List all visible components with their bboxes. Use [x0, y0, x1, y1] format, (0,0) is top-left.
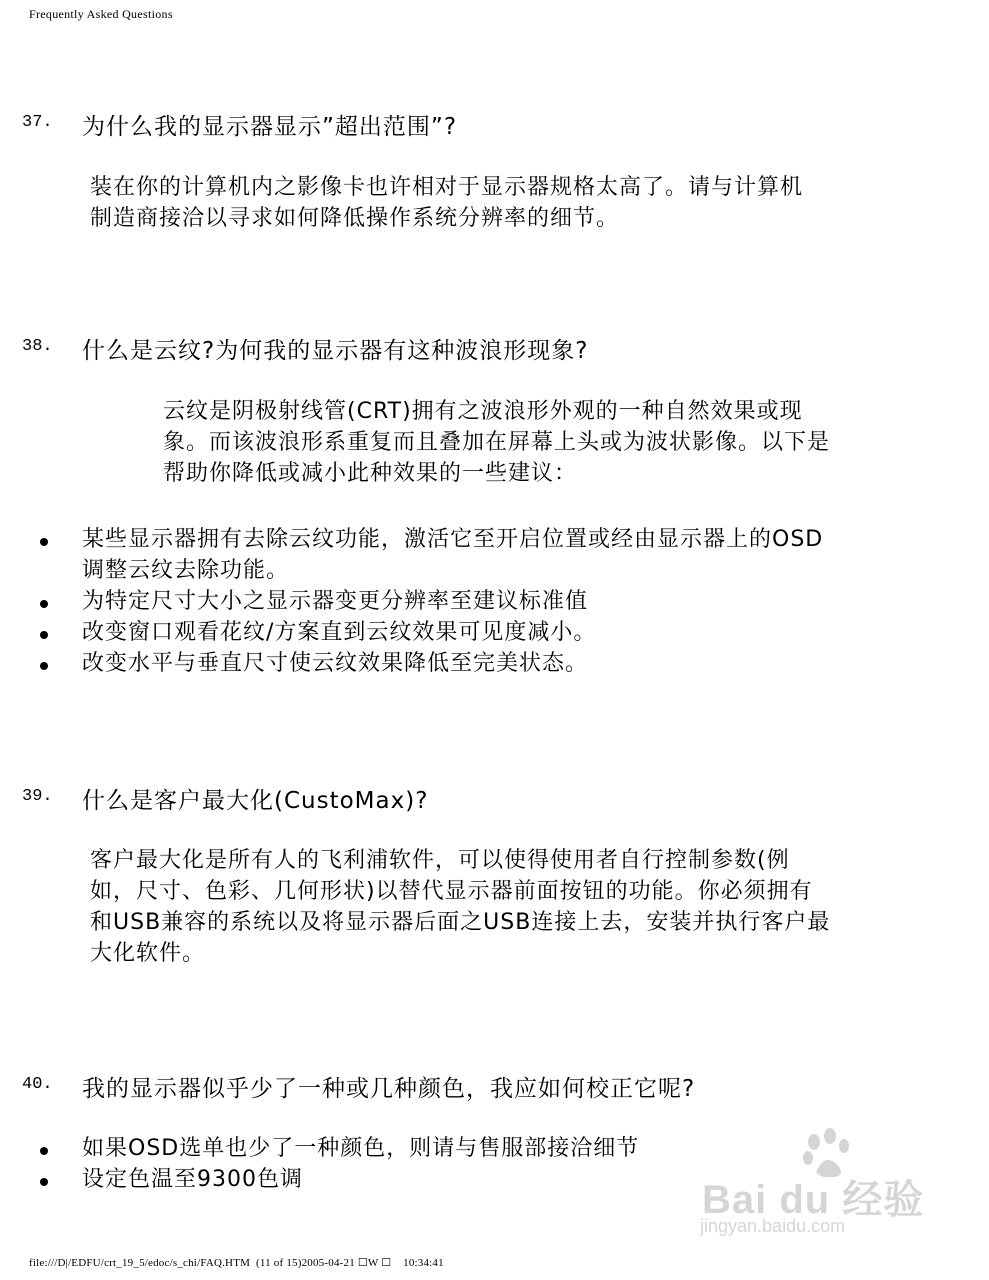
list-item-line: 调整云纹去除功能。: [82, 558, 290, 583]
list-item: [0, 648, 823, 679]
list-item: [0, 524, 823, 586]
answer-39-line: 客户最大化是所有人的飞利浦软件，可以使得使用者自行控制参数(例: [90, 848, 790, 873]
list-item: [0, 586, 823, 617]
question-number-40: 40.: [22, 1075, 53, 1094]
question-40-title: 我的显示器似乎少了一种或几种颜色，我应如何校正它呢?: [82, 1076, 696, 1102]
watermark-url: jingyan.baidu.com: [700, 1216, 846, 1236]
list-item: [0, 1133, 639, 1164]
bullet-icon: [40, 538, 48, 546]
answer-39: [90, 845, 830, 969]
question-37-title: 为什么我的显示器显示”超出范围”?: [82, 114, 458, 140]
answer-38: [163, 396, 830, 489]
baidu-jingyan-watermark: [700, 1128, 970, 1238]
answer-37-line: 装在你的计算机内之影像卡也许相对于显示器规格太高了。请与计算机: [90, 175, 804, 200]
question-number-38: 38.: [22, 337, 53, 356]
answer-37: [90, 172, 803, 234]
bullet-icon: [40, 1147, 48, 1155]
list-item-line: 为特定尺寸大小之显示器变更分辨率至建议标准值: [82, 589, 589, 614]
question-number-39: 39.: [22, 787, 53, 806]
tips-list-40: [0, 1133, 639, 1195]
bullet-icon: [40, 600, 48, 608]
list-item: [0, 617, 823, 648]
answer-39-line: 如，尺寸、色彩、几何形状)以替代显示器前面按钮的功能。你必须拥有: [90, 879, 813, 904]
bullet-icon: [40, 1178, 48, 1186]
watermark-brand: Bai du 经验: [702, 1178, 925, 1222]
page-footer-path: file:///D|/EDFU/crt_19_5/edoc/s_chi/FAQ.HTM (11 of 15)2005-04-21 ☐W ☐ 10:34:41: [29, 1257, 444, 1269]
answer-39-line: 和USB兼容的系统以及将显示器后面之USB连接上去，安装并执行客户最: [90, 910, 831, 935]
question-39-title: 什么是客户最大化(CustoMax)?: [82, 788, 429, 814]
question-number-37: 37.: [22, 113, 53, 132]
answer-39-line: 大化软件。: [90, 941, 206, 966]
answer-37-line: 制造商接洽以寻求如何降低操作系统分辨率的细节。: [90, 206, 620, 231]
page-header-title: Frequently Asked Questions: [29, 7, 173, 21]
list-item-line: 如果OSD选单也少了一种颜色，则请与售服部接洽细节: [82, 1136, 640, 1161]
answer-38-line: 象。而该波浪形系重复而且叠加在屏幕上头或为波状影像。以下是: [163, 430, 831, 455]
question-38-title: 什么是云纹?为何我的显示器有这种波浪形现象?: [82, 338, 589, 364]
list-item-line: 改变水平与垂直尺寸使云纹效果降低至完美状态。: [82, 651, 589, 676]
list-item-line: 改变窗口观看花纹/方案直到云纹效果可见度减小。: [82, 620, 597, 645]
bullet-icon: [40, 662, 48, 670]
list-item: [0, 1164, 639, 1195]
answer-38-line: 帮助你降低或减小此种效果的一些建议：: [163, 461, 578, 486]
tips-list-38: [0, 524, 823, 679]
bullet-icon: [40, 631, 48, 639]
list-item-line: 设定色温至9300色调: [82, 1167, 303, 1192]
list-item-line: 某些显示器拥有去除云纹功能，激活它至开启位置或经由显示器上的OSD: [82, 527, 824, 552]
answer-38-line: 云纹是阴极射线管(CRT)拥有之波浪形外观的一种自然效果或现: [163, 399, 803, 424]
